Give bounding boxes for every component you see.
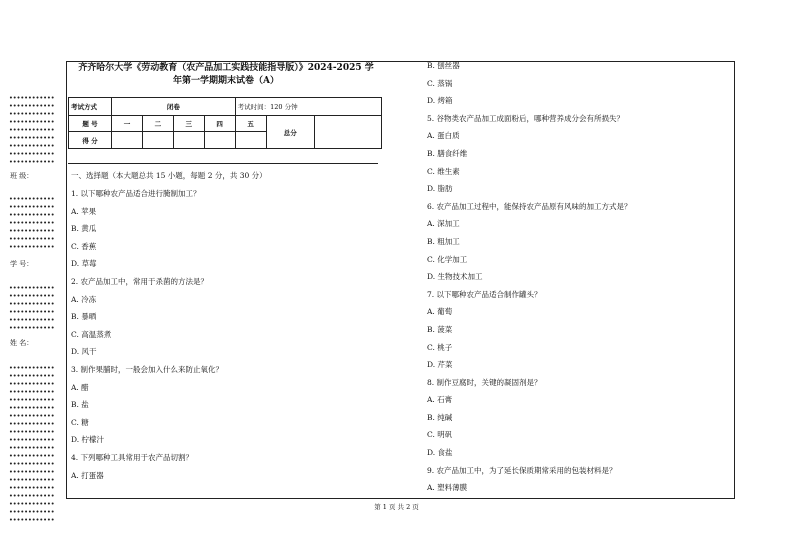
answer-option[interactable]: A. 深加工: [427, 219, 460, 229]
answer-option[interactable]: A. 石膏: [427, 395, 453, 405]
section-no-1: 一: [112, 116, 143, 132]
answer-option[interactable]: A. 苹果: [71, 206, 97, 216]
answer-option[interactable]: A. 塑料薄膜: [427, 483, 468, 493]
section-title: 一、选择题（本大题总共 15 小题，每题 2 分，共 30 分）: [71, 171, 267, 180]
answer-option[interactable]: B. 粗加工: [427, 236, 460, 246]
question-text: 6. 农产品加工过程中，能保持农产品原有风味的加工方式是？: [427, 201, 632, 211]
answer-option[interactable]: C. 桃子: [427, 342, 453, 352]
page-footer: 第 1 页 共 2 页: [374, 503, 419, 511]
section-no-5: 五: [235, 116, 266, 132]
answer-option[interactable]: D. 风干: [71, 347, 97, 357]
section-no-2: 二: [142, 116, 173, 132]
score-label: 得 分: [69, 132, 112, 149]
score-table: [68, 97, 382, 149]
answer-option[interactable]: C. 蒸锅: [427, 78, 453, 88]
answer-option[interactable]: B. 盐: [71, 400, 89, 410]
score-cell-3[interactable]: [173, 132, 204, 149]
answer-option[interactable]: D. 食盐: [427, 448, 453, 458]
section-title-block: [71, 167, 267, 185]
answer-option[interactable]: C. 糖: [71, 417, 89, 427]
left-column: [71, 185, 223, 484]
score-cell-1[interactable]: [112, 132, 143, 149]
question-text: 1. 以下哪种农产品适合进行腌制加工？: [71, 189, 201, 198]
answer-option[interactable]: D. 芹菜: [427, 360, 453, 370]
answer-option[interactable]: B. 刨丝器: [427, 61, 460, 70]
answer-option[interactable]: C. 明矾: [427, 430, 453, 440]
score-cell-2[interactable]: [142, 132, 173, 149]
answer-option[interactable]: C. 化学加工: [427, 254, 468, 264]
student-id-label: 学 号：: [10, 260, 34, 268]
question-text: 2. 农产品加工中，常用于杀菌的方法是？: [71, 276, 209, 286]
answer-option[interactable]: B. 纯碱: [427, 412, 453, 422]
exam-title: [70, 62, 382, 88]
answer-option[interactable]: D. 脂肪: [427, 184, 453, 194]
answer-option[interactable]: C. 香蕉: [71, 241, 97, 251]
answer-option[interactable]: A. 蛋白质: [427, 131, 460, 141]
question-text: 3. 制作果脯时，一般会加入什么来防止氧化？: [71, 364, 224, 374]
exam-title-line2: 年第一学期期末试卷（A）: [173, 76, 279, 86]
answer-option[interactable]: D. 草莓: [71, 259, 97, 269]
score-cell-4[interactable]: [204, 132, 235, 149]
answer-option[interactable]: A. 打蛋器: [71, 470, 104, 480]
question-text: 4. 下列哪种工具常用于农产品切割？: [71, 452, 194, 462]
answer-option[interactable]: D. 柠檬汁: [71, 435, 105, 445]
exam-mode-label: 考试方式: [69, 98, 112, 116]
exam-time: 考试时间：120 分钟: [235, 98, 381, 116]
answer-option[interactable]: C. 维生素: [427, 166, 460, 176]
section-no-3: 三: [173, 116, 204, 132]
answer-option[interactable]: D. 烤箱: [427, 96, 453, 106]
answer-option[interactable]: C. 高温蒸煮: [71, 329, 112, 339]
answer-option[interactable]: D. 生物技术加工: [427, 272, 483, 282]
name-label: 姓 名：: [10, 339, 34, 347]
answer-option[interactable]: B. 暴晒: [71, 312, 97, 322]
answer-option[interactable]: B. 黄瓜: [71, 224, 97, 234]
question-no-label: 题 号: [69, 116, 112, 132]
class-label: 班 级：: [10, 172, 34, 180]
score-cell-5[interactable]: [235, 132, 266, 149]
total-score-cell[interactable]: [315, 116, 382, 149]
question-text: 9. 农产品加工中，为了延长保质期常采用的包装材料是？: [427, 465, 617, 475]
exam-title-line1: 齐齐哈尔大学《劳动教育（农产品加工实践技能指导版）》2024-2025 学: [78, 63, 374, 73]
right-column: [427, 57, 632, 497]
question-text: 7. 以下哪种农产品适合制作罐头？: [427, 289, 542, 299]
answer-option[interactable]: B. 膳食纤维: [427, 148, 468, 158]
exam-mode-value: 闭卷: [112, 98, 236, 116]
answer-option[interactable]: A. 葡萄: [427, 307, 453, 317]
section-no-4: 四: [204, 116, 235, 132]
question-text: 8. 制作豆腐时，关键的凝固剂是？: [427, 377, 542, 387]
total-label: 总分: [266, 116, 314, 149]
question-text: 5. 谷物类农产品加工成面粉后，哪种营养成分会有所损失？: [427, 113, 625, 123]
answer-option[interactable]: A. 冷冻: [71, 294, 97, 304]
header-divider: [68, 163, 378, 164]
answer-option[interactable]: A. 醋: [71, 382, 89, 392]
answer-option[interactable]: B. 菠菜: [427, 324, 453, 334]
